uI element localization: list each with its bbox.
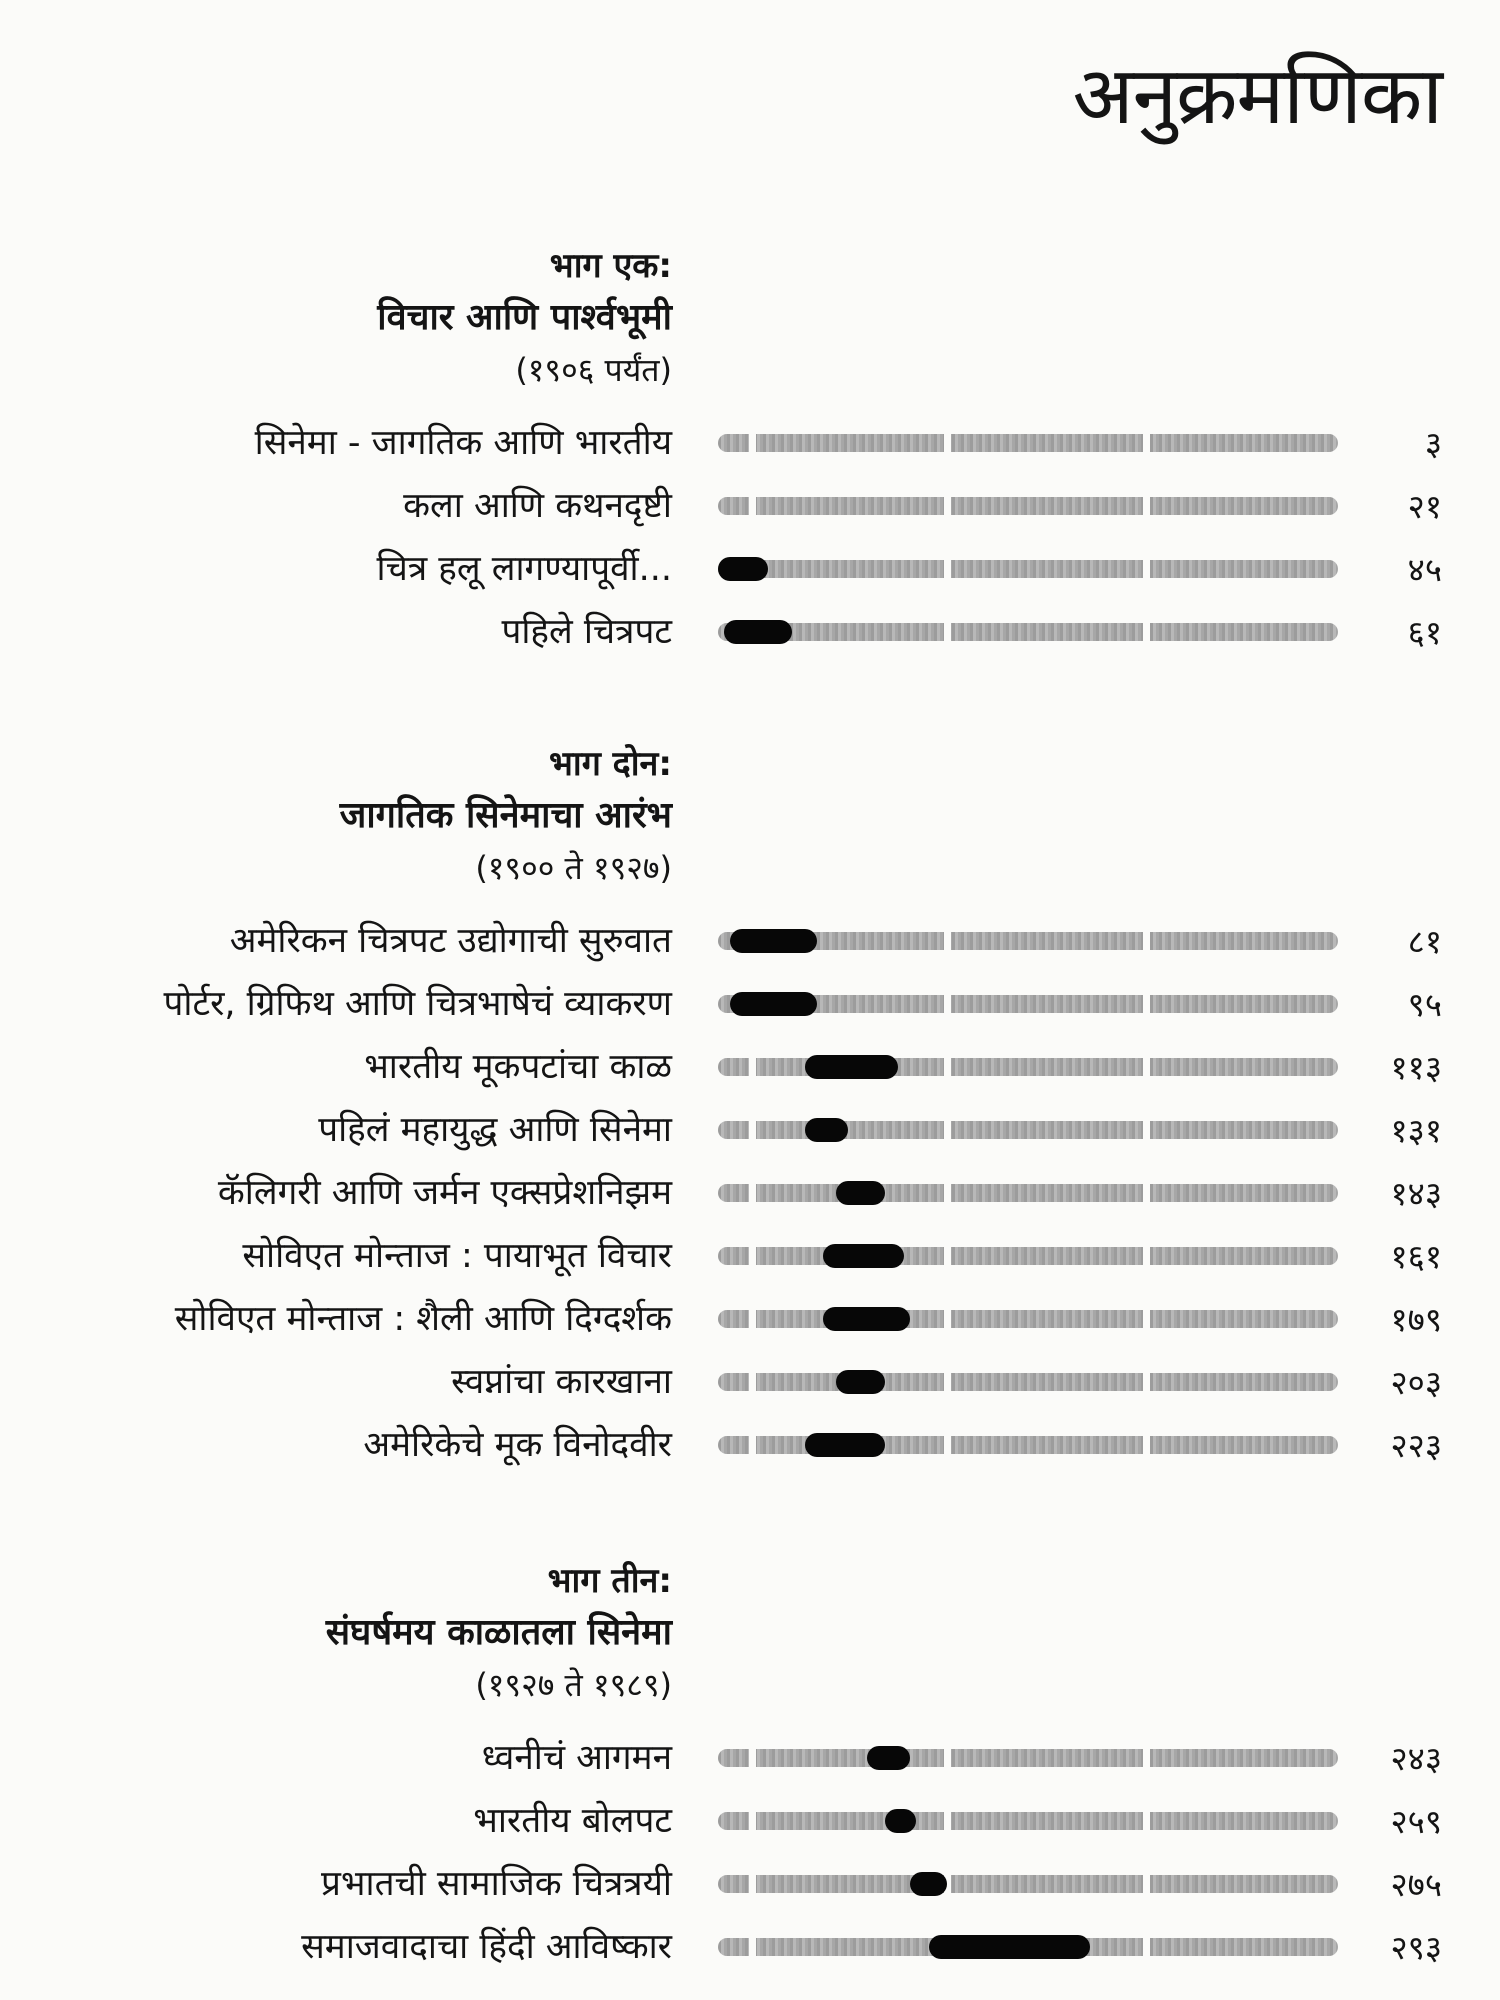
track-divider xyxy=(944,1058,951,1076)
chapter-page-number: ११३ xyxy=(1390,1048,1442,1087)
track-divider xyxy=(749,1184,756,1202)
chapter-entry[interactable] xyxy=(0,1351,1500,1414)
chapter-title: भारतीय बोलपट xyxy=(473,1801,672,1841)
chapter-title: स्वप्नांचा कारखाना xyxy=(451,1362,672,1402)
track-divider xyxy=(1143,995,1150,1013)
track-divider xyxy=(1143,434,1150,452)
chapter-progress-fill xyxy=(867,1746,910,1770)
track-divider xyxy=(944,560,951,578)
chapter-progress-track xyxy=(718,434,1338,452)
track-divider xyxy=(749,1938,756,1956)
chapter-progress-track xyxy=(718,1310,1338,1328)
part-date-range: (१९२७ ते १९८९) xyxy=(475,1666,672,1704)
chapter-progress-track xyxy=(718,1436,1338,1454)
part-section xyxy=(0,738,1500,1477)
track-divider xyxy=(749,1121,756,1139)
track-divider xyxy=(944,434,951,452)
chapter-entry[interactable] xyxy=(0,1790,1500,1853)
chapter-list xyxy=(0,910,1500,1477)
chapter-progress-track xyxy=(718,1373,1338,1391)
part-label: भाग दोन: xyxy=(548,744,672,784)
part-date-range: (१९०६ पर्यंत) xyxy=(515,351,672,389)
chapter-progress-fill xyxy=(885,1809,916,1833)
track-divider xyxy=(944,1812,951,1830)
chapter-progress-track xyxy=(718,1058,1338,1076)
chapter-progress-track xyxy=(718,1247,1338,1265)
chapter-progress-fill xyxy=(929,1935,1090,1959)
chapter-title: समाजवादाचा हिंदी आविष्कार xyxy=(301,1927,672,1967)
track-divider xyxy=(749,1749,756,1767)
chapter-entry[interactable] xyxy=(0,1853,1500,1916)
chapter-progress-track xyxy=(718,995,1338,1013)
track-divider xyxy=(1143,1938,1150,1956)
chapter-title: सोविएत मोन्ताज : शैली आणि दिग्दर्शक xyxy=(174,1299,672,1339)
track-divider xyxy=(1143,1373,1150,1391)
chapter-progress-fill xyxy=(805,1118,848,1142)
chapter-page-number: २९३ xyxy=(1390,1928,1442,1967)
track-divider xyxy=(749,1310,756,1328)
part-heading xyxy=(0,1555,672,1711)
chapter-title: पोर्टर, ग्रिफिथ आणि चित्रभाषेचं व्याकरण xyxy=(163,984,672,1024)
part-section xyxy=(0,240,1500,664)
track-divider xyxy=(1143,1310,1150,1328)
part-section xyxy=(0,1555,1500,1979)
track-divider xyxy=(944,995,951,1013)
chapter-progress-track xyxy=(718,1938,1338,1956)
part-heading xyxy=(0,240,672,396)
chapter-progress-fill xyxy=(823,1307,910,1331)
chapter-progress-fill xyxy=(805,1433,886,1457)
track-divider xyxy=(1143,1247,1150,1265)
chapter-entry[interactable] xyxy=(0,1036,1500,1099)
chapter-progress-fill xyxy=(718,557,768,581)
track-divider xyxy=(944,1436,951,1454)
chapter-page-number: १७९ xyxy=(1390,1300,1442,1339)
track-divider xyxy=(1143,1812,1150,1830)
track-divider xyxy=(749,1812,756,1830)
chapter-page-number: ६१ xyxy=(1407,613,1442,652)
chapter-title: पहिले चित्रपट xyxy=(501,612,672,652)
chapter-progress-fill xyxy=(724,620,792,644)
chapter-page-number: २४३ xyxy=(1390,1739,1442,1778)
track-divider xyxy=(749,1058,756,1076)
chapter-list xyxy=(0,1727,1500,1979)
chapter-progress-track xyxy=(718,1812,1338,1830)
track-divider xyxy=(1143,1058,1150,1076)
chapter-progress-track xyxy=(718,1875,1338,1893)
part-title: विचार आणि पार्श्वभूमी xyxy=(377,297,672,338)
chapter-page-number: ८१ xyxy=(1407,922,1442,961)
part-label: भाग एक: xyxy=(549,246,672,286)
chapter-title: भारतीय मूकपटांचा काळ xyxy=(364,1047,672,1087)
chapter-entry[interactable] xyxy=(0,601,1500,664)
chapter-entry[interactable] xyxy=(0,1225,1500,1288)
track-divider xyxy=(1143,623,1150,641)
track-divider xyxy=(1143,1184,1150,1202)
chapter-progress-fill xyxy=(805,1055,898,1079)
track-divider xyxy=(944,1184,951,1202)
chapter-progress-fill xyxy=(730,929,817,953)
chapter-entry[interactable] xyxy=(0,538,1500,601)
part-heading xyxy=(0,738,672,894)
track-divider xyxy=(749,1436,756,1454)
chapter-progress-track xyxy=(718,1121,1338,1139)
track-divider xyxy=(749,434,756,452)
chapter-entry[interactable] xyxy=(0,475,1500,538)
track-divider xyxy=(749,1373,756,1391)
track-divider xyxy=(749,1875,756,1893)
chapter-page-number: १४३ xyxy=(1390,1174,1442,1213)
chapter-progress-track xyxy=(718,1184,1338,1202)
track-divider xyxy=(944,1310,951,1328)
chapter-title: सोविएत मोन्ताज : पायाभूत विचार xyxy=(242,1236,672,1276)
chapter-page-number: ३ xyxy=(1424,424,1442,463)
chapter-progress-track xyxy=(718,560,1338,578)
chapter-progress-fill xyxy=(836,1370,886,1394)
track-divider xyxy=(944,932,951,950)
chapter-entry[interactable] xyxy=(0,1727,1500,1790)
chapter-progress-fill xyxy=(910,1872,947,1896)
track-divider xyxy=(1143,560,1150,578)
track-divider xyxy=(1143,1436,1150,1454)
chapter-title: सिनेमा - जागतिक आणि भारतीय xyxy=(254,423,672,463)
chapter-entry[interactable] xyxy=(0,1288,1500,1351)
chapter-title: ध्वनीचं आगमन xyxy=(481,1738,672,1778)
track-divider xyxy=(1143,932,1150,950)
chapter-entry[interactable] xyxy=(0,910,1500,973)
chapter-progress-fill xyxy=(823,1244,904,1268)
track-divider xyxy=(1143,497,1150,515)
chapter-title: पहिलं महायुद्ध आणि सिनेमा xyxy=(318,1110,672,1150)
chapter-page-number: २५९ xyxy=(1390,1802,1442,1841)
track-divider xyxy=(944,1373,951,1391)
chapter-entry[interactable] xyxy=(0,973,1500,1036)
chapter-entry[interactable] xyxy=(0,1414,1500,1477)
part-date-range: (१९०० ते १९२७) xyxy=(475,849,672,887)
chapter-progress-fill xyxy=(730,992,817,1016)
chapter-entry[interactable] xyxy=(0,1099,1500,1162)
chapter-page-number: ४५ xyxy=(1407,550,1442,589)
chapter-page-number: १३१ xyxy=(1390,1111,1442,1150)
track-divider xyxy=(1143,1749,1150,1767)
part-title: संघर्षमय काळातला सिनेमा xyxy=(325,1612,672,1653)
chapter-progress-track xyxy=(718,932,1338,950)
track-divider xyxy=(749,1247,756,1265)
track-divider xyxy=(944,1247,951,1265)
chapter-title: कॅलिगरी आणि जर्मन एक्सप्रेशनिझम xyxy=(217,1173,672,1213)
chapter-entry[interactable] xyxy=(0,1162,1500,1225)
chapter-page-number: १६१ xyxy=(1390,1237,1442,1276)
chapter-page-number: ९५ xyxy=(1407,985,1442,1024)
chapter-page-number: २१ xyxy=(1407,487,1442,526)
chapter-progress-fill xyxy=(836,1181,886,1205)
track-divider xyxy=(1143,1121,1150,1139)
page-title: अनुक्रमणिका xyxy=(1072,49,1442,142)
track-divider xyxy=(749,497,756,515)
chapter-page-number: २२३ xyxy=(1390,1426,1442,1465)
chapter-title: प्रभातची सामाजिक चित्रत्रयी xyxy=(320,1864,672,1904)
chapter-page-number: २७५ xyxy=(1390,1865,1442,1904)
chapter-title: चित्र हलू लागण्यापूर्वी... xyxy=(376,549,672,589)
chapter-entry[interactable] xyxy=(0,412,1500,475)
track-divider xyxy=(944,1121,951,1139)
track-divider xyxy=(944,623,951,641)
track-divider xyxy=(1143,1875,1150,1893)
chapter-entry[interactable] xyxy=(0,1916,1500,1979)
track-divider xyxy=(944,497,951,515)
chapter-list xyxy=(0,412,1500,664)
chapter-page-number: २०३ xyxy=(1390,1363,1442,1402)
chapter-progress-track xyxy=(718,1749,1338,1767)
chapter-title: अमेरिकन चित्रपट उद्योगाची सुरुवात xyxy=(229,921,672,961)
chapter-title: कला आणि कथनदृष्टी xyxy=(403,486,672,526)
track-divider xyxy=(944,1749,951,1767)
chapter-progress-track xyxy=(718,623,1338,641)
chapter-progress-track xyxy=(718,497,1338,515)
part-label: भाग तीन: xyxy=(547,1561,672,1601)
chapter-title: अमेरिकेचे मूक विनोदवीर xyxy=(363,1425,672,1465)
part-title: जागतिक सिनेमाचा आरंभ xyxy=(339,795,672,836)
